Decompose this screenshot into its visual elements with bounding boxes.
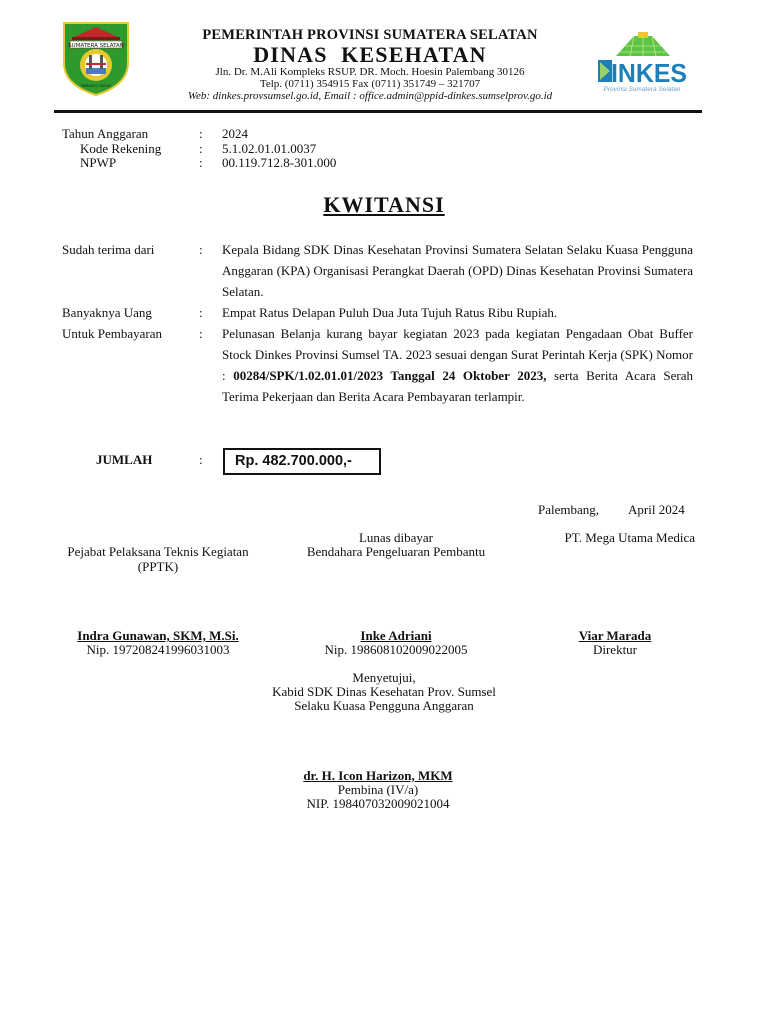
approval-label: Menyetujui, <box>352 670 416 685</box>
purpose-text-end: serta Berita Acara Serah Terima Pekerjaan dan Berita Acara Pembayaran terlampir. <box>222 368 693 404</box>
field-label-amount-words: Banyaknya Uang <box>62 305 152 320</box>
treasurer-paid-label: Lunas dibayar <box>358 530 433 545</box>
letterhead-government: PEMERINTAH PROVINSI SUMATERA SELATAN <box>202 27 538 43</box>
meta-value-account-code: 5.1.02.01.01.0037 <box>222 141 317 156</box>
vendor-director-name: Viar Marada <box>578 628 652 643</box>
svg-text:SUMATERA SELATAN: SUMATERA SELATAN <box>68 43 124 49</box>
svg-text:BERSATU TEGUH: BERSATU TEGUH <box>81 84 111 88</box>
field-value-received-from: Kepala Bidang SDK Dinas Kesehatan Provinsi Sumatera Selatan Selaku Kuasa Pengguna Anggaran (KPA) Organisasi Perangkat Daerah (OPD) Dinas Kesehatan Provinsi Sumatera Selatan. <box>222 242 693 299</box>
letterhead-web: Web: dinkes.provsumsel.go.id, Email : office.admin@ppid-dinkes.sumselprov.go.id <box>187 90 553 102</box>
vendor-company: PT. Mega Utama Medica <box>564 530 695 545</box>
field-colon: : <box>199 305 203 320</box>
purpose-text: Pelunasan Belanja kurang bayar kegiatan 2023 pada kegiatan Pengadaan Obat Buffer Stock Dinkes Provinsi Sumsel TA. 2023 sesuai dengan Surat Perintah Kerja (SPK) Nomor : <box>222 326 693 383</box>
meta-label-npwp: NPWP <box>80 155 117 170</box>
purpose-spk-reference: 00284/SPK/1.02.01.01/2023 Tanggal 24 Oktober 2023, <box>233 368 547 383</box>
approver-position: Kabid SDK Dinas Kesehatan Prov. Sumsel <box>272 684 496 699</box>
place: Palembang, <box>538 502 600 517</box>
meta-value-budget-year: 2024 <box>222 126 248 141</box>
field-value-amount-words: Empat Ratus Delapan Puluh Dua Juta Tujuh Ratus Ribu Rupiah. <box>222 305 558 320</box>
letterhead-address: Jln. Dr. M.Ali Kompleks RSUP. DR. Moch. Hoesin Palembang 30126 <box>215 66 525 78</box>
meta-label-account-code: Kode Rekening <box>80 141 162 156</box>
meta-colon: : <box>199 155 203 170</box>
field-label-purpose: Untuk Pembayaran <box>62 326 163 341</box>
dinkes-logo-icon <box>594 32 690 104</box>
treasurer-title: Bendahara Pengeluaran Pembantu <box>306 544 486 559</box>
total-colon: : <box>199 452 203 467</box>
letterhead-phone: Telp. (0711) 354915 Fax (0711) 351749 – 321707 <box>259 78 481 90</box>
field-colon: : <box>199 326 203 341</box>
total-amount-box: Rp. 482.700.000,- <box>223 448 381 475</box>
field-colon: : <box>199 242 203 257</box>
date: April 2024 <box>628 502 685 517</box>
treasurer-nip: Nip. 198608102009022005 <box>324 642 468 657</box>
province-emblem-icon <box>60 19 132 97</box>
svg-text:Provinsi Sumatera Selatan: Provinsi Sumatera Selatan <box>603 86 681 93</box>
svg-text:INKES: INKES <box>611 58 687 88</box>
field-label-received-from: Sudah terima dari <box>62 242 155 257</box>
document-title: KWITANSI <box>323 192 445 217</box>
approver-rank: Pembina (IV/a) <box>337 782 419 797</box>
meta-label-budget-year: Tahun Anggaran <box>62 126 149 141</box>
letterhead-divider <box>54 110 702 113</box>
meta-colon: : <box>199 141 203 156</box>
approver-nip: NIP. 198407032009021004 <box>306 796 450 811</box>
vendor-director-title: Direktur <box>592 642 638 657</box>
approver-name: dr. H. Icon Harizon, MKM <box>303 768 453 783</box>
approver-role: Selaku Kuasa Pengguna Anggaran <box>294 698 474 713</box>
treasurer-name: Inke Adriani <box>360 628 432 643</box>
meta-value-npwp: 00.119.712.8-301.000 <box>222 155 337 170</box>
pptk-title: Pejabat Pelaksana Teknis Kegiatan <box>67 544 249 559</box>
meta-colon: : <box>199 126 203 141</box>
pptk-title-abbr: (PPTK) <box>137 559 179 574</box>
pptk-name: Indra Gunawan, SKM, M.Si. <box>77 628 239 643</box>
field-value-purpose <box>222 323 693 407</box>
pptk-nip: Nip. 197208241996031003 <box>86 642 230 657</box>
letterhead-department: DINAS KESEHATAN <box>253 42 487 67</box>
total-label: JUMLAH <box>96 452 153 467</box>
